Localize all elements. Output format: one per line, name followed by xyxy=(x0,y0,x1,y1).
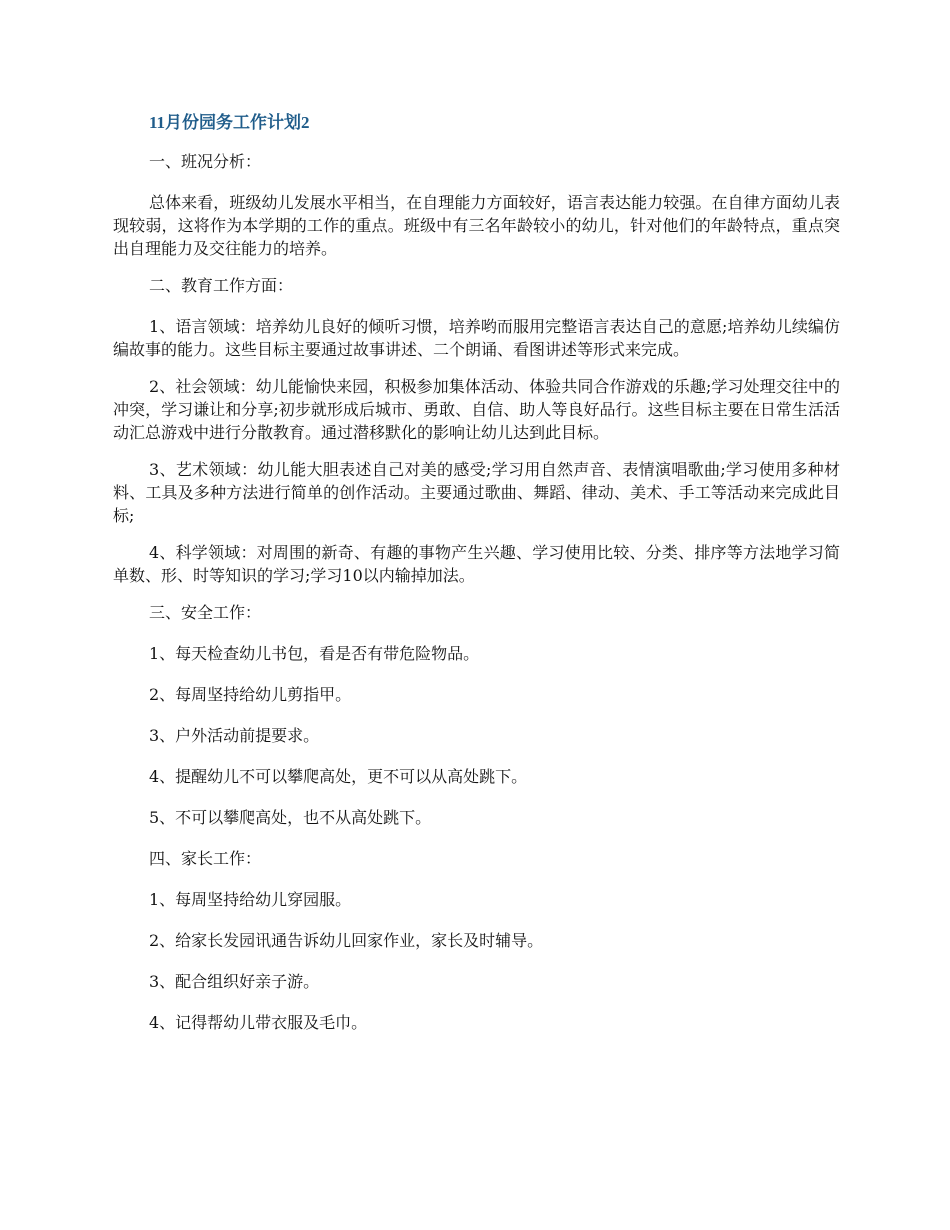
paragraph-art-domain: 3、艺术领域：幼儿能大胆表述自己对美的感受;学习用自然声音、表情演唱歌曲;学习使用多种材料、工具及多种方法进行简单的创作活动。主要通过歌曲、舞蹈、律动、美术、手工等活动来完成此目标; xyxy=(113,460,840,525)
list-item: 4、记得帮幼儿带衣服及毛巾。 xyxy=(149,1013,368,1032)
paragraph-language-domain: 1、语言领域：培养幼儿良好的倾听习惯，培养哟而服用完整语言表达自己的意愿;培养幼儿续编仿编故事的能力。这些目标主要通过故事讲述、二个朗诵、看图讲述等形式来完成。 xyxy=(113,317,840,359)
list-item: 3、配合组织好亲子游。 xyxy=(149,972,320,991)
list-item: 2、给家长发园讯通告诉幼儿回家作业，家长及时辅导。 xyxy=(149,931,544,950)
list-item: 2、每周坚持给幼儿剪指甲。 xyxy=(149,685,352,704)
paragraph-class-analysis: 总体来看，班级幼儿发展水平相当，在自理能力方面较好，语言表达能力较强。在自律方面幼儿表现较弱，这将作为本学期的工作的重点。班级中有三名年龄较小的幼儿，针对他们的年龄特点，重点突出自理能力及交往能力的培养。 xyxy=(113,193,840,258)
section-heading-class-analysis: 一、班况分析： xyxy=(149,152,262,171)
document-page xyxy=(113,110,840,1052)
list-item: 1、每周坚持给幼儿穿园服。 xyxy=(149,890,352,909)
paragraph-social-domain: 2、社会领域：幼儿能愉快来园，积极参加集体活动、体验共同合作游戏的乐趣;学习处理交往中的冲突，学习谦让和分享;初步就形成后城市、勇敢、自信、助人等良好品行。这些目标主要在日常生活活动汇总游戏中进行分散教育。通过潜移默化的影响让幼儿达到此目标。 xyxy=(113,377,840,442)
section-heading-safety: 三、安全工作： xyxy=(149,603,262,622)
section-heading-education: 二、教育工作方面： xyxy=(149,276,294,295)
list-item: 5、不可以攀爬高处，也不从高处跳下。 xyxy=(149,808,432,827)
list-item: 3、户外活动前提要求。 xyxy=(149,726,320,745)
document-title: 11月份园务工作计划2 xyxy=(149,113,310,132)
list-item: 4、提醒幼儿不可以攀爬高处，更不可以从高处跳下。 xyxy=(149,767,528,786)
paragraph-science-domain: 4、科学领域：对周围的新奇、有趣的事物产生兴趣、学习使用比较、分类、排序等方法地学习简单数、形、时等知识的学习;学习10以内输掉加法。 xyxy=(113,543,840,585)
list-item: 1、每天检查幼儿书包，看是否有带危险物品。 xyxy=(149,644,480,663)
section-heading-parents: 四、家长工作： xyxy=(149,849,262,868)
